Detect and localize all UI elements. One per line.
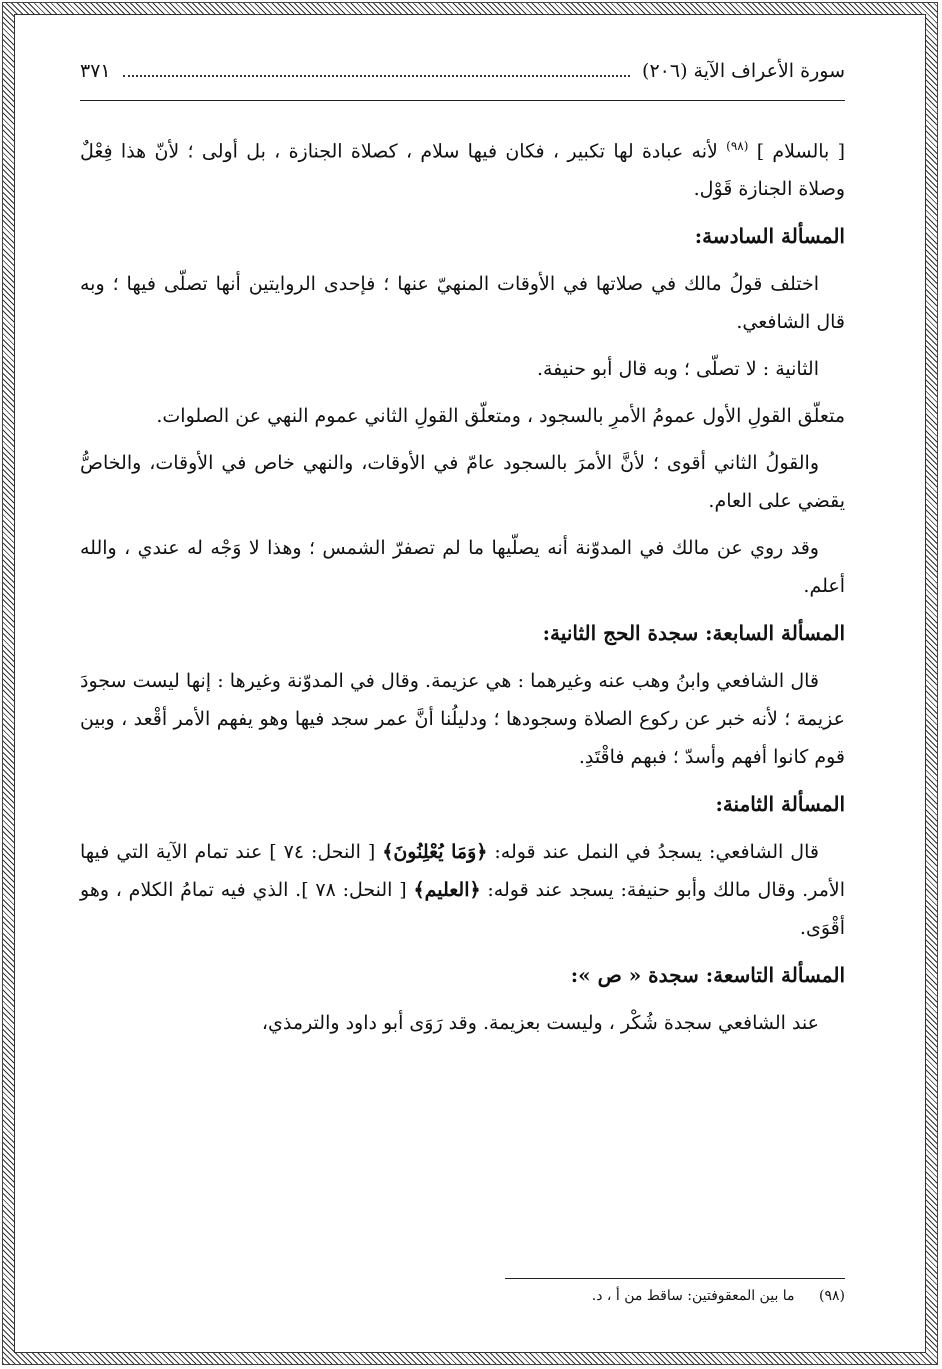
paragraph-text: [ النحل: ٧٨ ]. الذي فيه تمامُ الكلام ، وهو أقْوَى. [80,879,845,940]
running-title: سورة الأعراف الآية (٢٠٦) [642,60,845,82]
paragraph-text: [ النحل: ٧٤ ] عند تمام الآية التي فيها الأمر. وقال مالك وأبو حنيفة: يسجد عند قوله: [80,841,845,902]
quran-verse: ﴿العليم﴾ [413,879,481,902]
running-header [80,60,845,101]
paragraph: اختلف قولُ مالك في صلاتها في الأوقات المنهيّ عنها ؛ فإحدى الروايتين أنها تصلّى فيها ؛ وبه قال الشافعي. [80,273,845,334]
paragraph: الثانية : لا تصلّى ؛ وبه قال أبو حنيفة. [536,358,819,381]
paragraph: قال الشافعي وابنُ وهب عنه وغيرهما : هي عزيمة. وقال في المدوّنة وغيرها : إنها ليست سجودَ عزيمة ؛ لأنه خبر عن ركوع الصلاة وسجودها ؛ ودليلُنا أنَّ عمر سجد فيها وهو يفهم الأمر أقْعد ، وبين قوم كانوا أفهم وأسدّ ؛ فبهم فاقْتَدِ. [80,670,845,769]
section-heading: المسألة التاسعة: سجدة « ص »: [570,963,845,988]
paragraph: متعلّق القولِ الأول عمومُ الأمرِ بالسجود ، ومتعلّق القولِ الثاني عموم النهي عن الصلوات. [156,405,845,428]
page-body [80,60,845,1051]
footnote [505,1288,845,1304]
paragraph [80,127,845,208]
footnote-number: (٩٨) [819,1288,845,1304]
leader-dots [123,61,630,77]
main-text [80,127,845,1042]
paragraph: عند الشافعي سجدة شُكْر ، وليست بعزيمة. وقد رَوَى أبو داود والترمذي، [261,1012,819,1035]
paragraph: وقد روي عن مالك في المدوّنة أنه يصلّيها ما لم تصفرّ الشمس ؛ وهذا لا وَجْه له عندي ، والله أعلم. [80,537,845,598]
page-number: ٣٧١ [80,60,111,82]
paragraph [80,833,845,947]
section-heading: المسألة السادسة: [694,224,845,249]
bracket-text: [ بالسلام ] [756,140,846,163]
section-heading: المسألة الثامنة: [715,792,845,817]
footnote-separator [505,1278,845,1279]
footnote-text: ما بين المعقوفتين: ساقط من أ ، د. [591,1288,795,1304]
paragraph-text: لأنه عبادة لها تكبير ، فكان فيها سلام ، كصلاة الجنازة ، بل أولى ؛ لأنّ هذا فِعْلٌ وصلاة الجنازة قَوْل. [80,140,845,201]
section-heading: المسألة السابعة: سجدة الحج الثانية: [542,621,845,646]
paragraph: والقولُ الثاني أقوى ؛ لأنَّ الأمرَ بالسجود عامّ في الأوقات، والنهي خاص في الأوقات، والخاصُّ يقضي على العام. [80,452,845,513]
footnote-ref: (٩٨) [726,139,749,153]
paragraph-text: قال الشافعي: يسجدُ في النمل عند قوله: [494,841,819,864]
quran-verse: ﴿وَمَا يُعْلِنُونَ﴾ [382,841,488,864]
